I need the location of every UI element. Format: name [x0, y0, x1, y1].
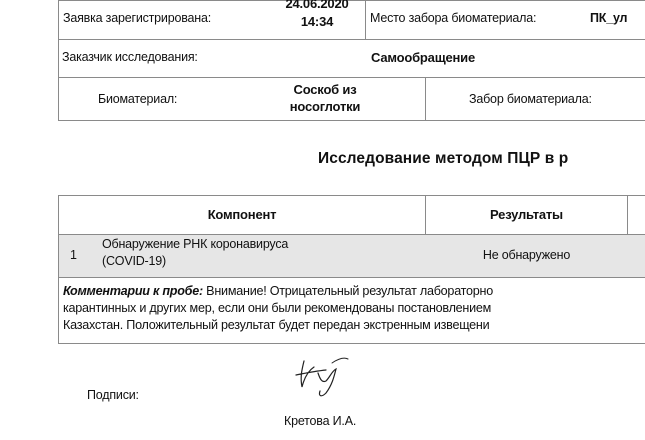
customer-label: Заказчик исследования: [62, 50, 198, 64]
biomaterial-value-line2: носоглотки [289, 99, 361, 114]
info-bottom-border [58, 120, 645, 121]
collection-place-value: ПК_ул [590, 11, 628, 25]
section-title: Исследование методом ПЦР в р [318, 150, 569, 167]
comment-label: Комментарии к пробе: [63, 284, 203, 298]
registration-date: 24.06.2020 [285, 0, 349, 11]
signatures-label: Подписи: [87, 388, 139, 402]
header-results: Результаты [490, 207, 563, 222]
signature-image [292, 353, 362, 403]
comment-bottom-border [58, 343, 645, 344]
table-top-border [58, 195, 645, 196]
info-vsep-1 [365, 0, 366, 39]
row-result: Не обнаружено [482, 248, 571, 262]
registration-label: Заявка зарегистрирована: [63, 11, 212, 25]
comment-line-1 [63, 283, 645, 300]
comment-line-2: карантинных и других мер, если они были рекомендованы постановлением [63, 301, 492, 315]
collection-place-label: Место забора биоматериала: [370, 11, 537, 25]
sample-comment [63, 283, 645, 334]
table-header-vsep-2 [627, 195, 628, 235]
row-component-line1: Обнаружение РНК коронавируса [102, 237, 289, 251]
header-component: Компонент [207, 207, 277, 222]
registration-time: 14:34 [300, 14, 334, 29]
row-component-line2: (COVID-19) [102, 254, 166, 268]
comment-line-3: Казахстан. Положительный результат будет передан экстренным извещени [63, 318, 490, 332]
signer-name: Кретова И.А. [284, 414, 357, 428]
biomaterial-value-line1: Соскоб из [293, 82, 357, 97]
biomaterial-collection-label: Забор биоматериала: [469, 92, 592, 106]
info-divider-1 [58, 39, 645, 40]
info-divider-2 [58, 77, 645, 78]
table-row-bottom [58, 277, 645, 278]
biomaterial-label: Биоматериал: [98, 92, 178, 106]
info-vsep-2 [425, 77, 426, 121]
info-left-border [58, 0, 59, 121]
comment-text-1: Внимание! Отрицательный результат лабораторно [202, 284, 494, 298]
row-number: 1 [70, 248, 77, 262]
customer-value: Самообращение [371, 50, 475, 65]
